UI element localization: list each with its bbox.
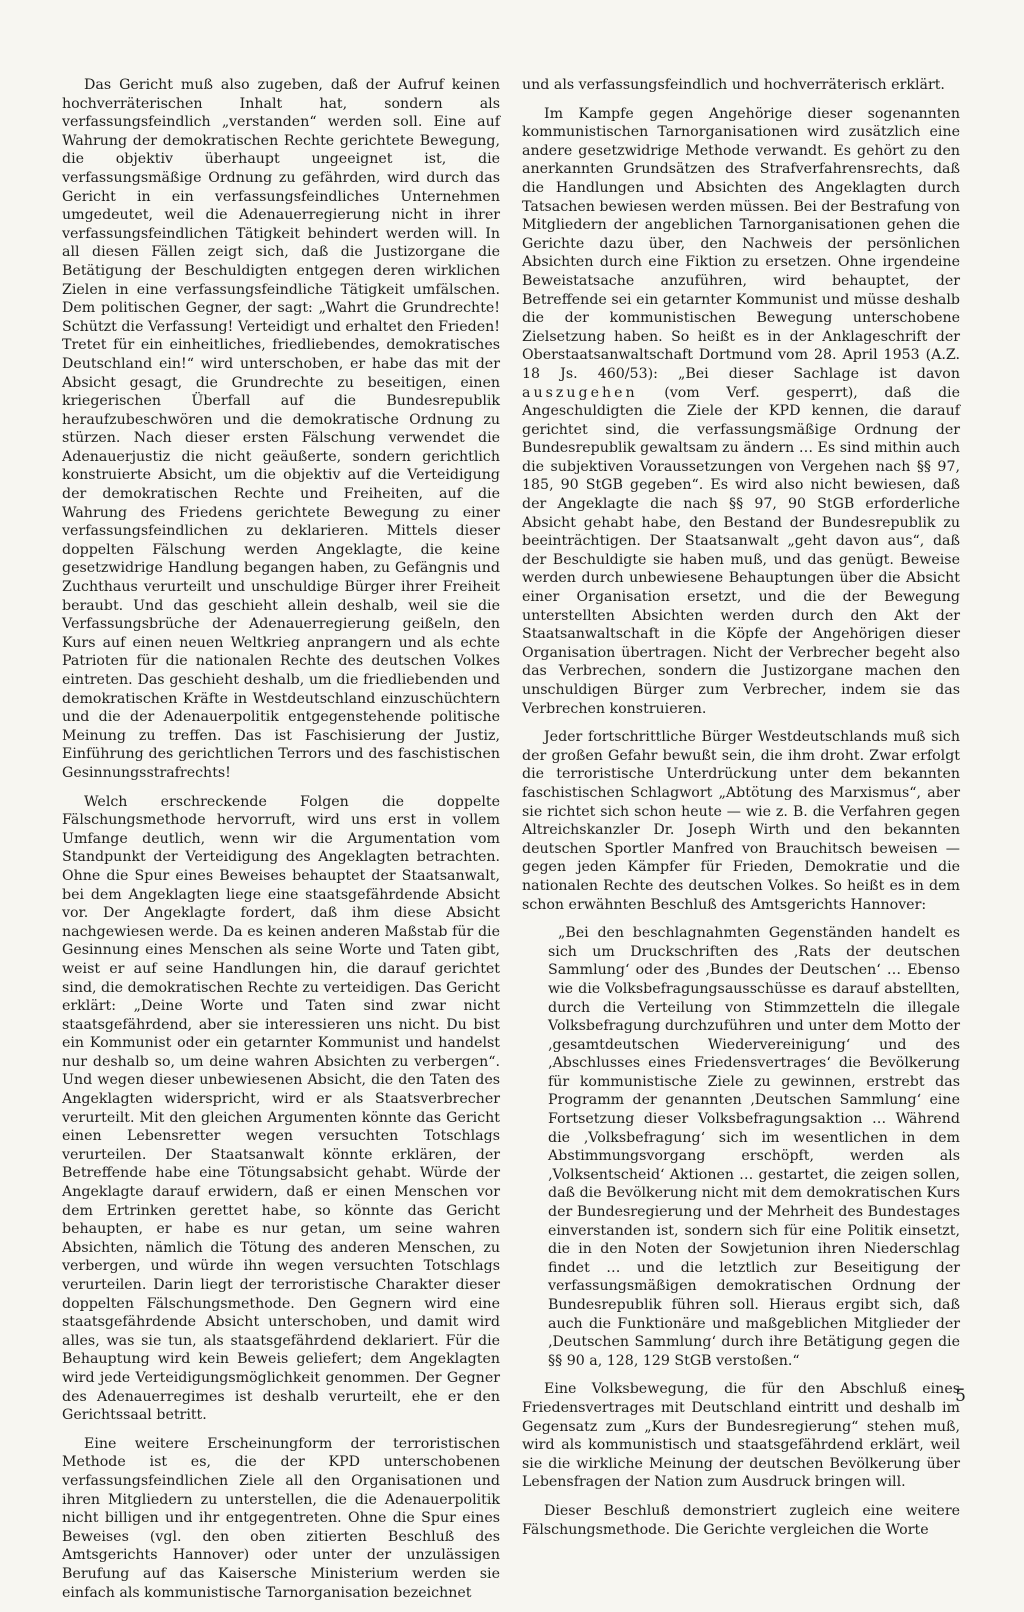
paragraph-right-2-part-a: Im Kampfe gegen Angehörige dieser sogenannten kommunistischen Tarnorganisationen wird zusätzlich eine andere gesetzwidrige Methode verwandt. Es gehört zu den anerkannten Grundsätzen des Strafverfahrensrechts, daß die Handlungen und Absichten des Angeklagten durch Tatsachen bewiesen werden müssen. Bei der Bestrafung von Mitgliedern der angeblichen Tarnorganisationen gehen die Gerichte dazu über, den Nachweis der persönlichen Absichten durch eine Fiktion zu ersetzen. Ohne irgendeine Beweistatsache anzuführen, wird behauptet, der Betreffende sei ein getarnter Kommunist und müsse deshalb die der kommunistischen Bewegung unterschobene Zielsetzung haben. So heißt es in der Anklageschrift der Oberstaatsanwaltschaft Dortmund vom 28. April 1953 (A.Z. 18 Js. 460/53): „Bei dieser Sachlage ist davon	[522, 105, 960, 382]
paragraph-left-3: Eine weitere Erscheinungform der terroristischen Methode ist es, die der KPD unterschobenen verfassungsfeindlichen Ziele all den Organisationen und ihren Mitgliedern zu unterstellen, die die Adenauerpolitik nicht billigen und ihr entgegentreten. Ohne die Spur eines Beweises (vgl. den oben zitierten Beschluß des Amtsgerichts Hannover) oder unter der unzulässigen Berufung auf das Kaisersche Ministerium werden sie einfach als kommunistische Tarnorganisation bezeichnet	[62, 1435, 500, 1601]
right-text-column	[522, 76, 960, 1549]
paragraph-right-1: und als verfassungsfeindlich und hochverräterisch erklärt.	[522, 77, 945, 93]
paragraph-left-2: Welch erschreckende Folgen die doppelte Fälschungsmethode hervorruft, wird uns erst in vollem Umfange deutlich, wenn wir die Argumentation vom Standpunkt der Verteidigung des Angeklagten betrachten. Ohne die Spur eines Beweises behauptet der Staatsanwalt, bei dem Angeklagten liege eine staatsgefährdende Absicht vor. Der Angeklagte fordert, daß ihm diese Absicht nachgewiesen werde. Da es keinen anderen Maßstab für die Gesinnung eines Menschen als seine Worte und Taten gibt, weist er auf seine Handlungen hin, die darauf gerichtet sind, die demokratischen Rechte zu verteidigen. Das Gericht erklärt: „Deine Worte und Taten sind zwar nicht staatsgefährdend, aber sie interessieren uns nicht. Du bist ein Kommunist oder ein getarnter Kommunist und handelst nur deshalb so, um deine wahren Absichten zu verbergen“. Und wegen dieser unbewiesenen Absicht, die den Taten des Angeklagten widerspricht, wird er als Staatsverbrecher verurteilt. Mit den gleichen Argumenten könnte das Gericht einen Lebensretter wegen versuchten Totschlags verurteilen. Der Staatsanwalt könnte erklären, der Betreffende habe eine Tötungsabsicht gehabt. Würde der Angeklagte darauf erwidern, daß er einen Menschen vor dem Ertrinken gerettet habe, so könnte das Gericht behaupten, er habe es nur getan, um seine wahren Absichten, nämlich die Tötung des anderen Menschen, zu verbergen, und würde ihn wegen versuchten Totschlags verurteilen. Darin liegt der terroristische Charakter dieser doppelten Fälschungsmethode. Den Gegnern wird eine staatsgefährdende Absicht unterschoben, und damit wird alles, was sie tun, als staatsgefährdend deklariert. Für die Behauptung wird kein Beweis geliefert; dem Angeklagten wird jede Verteidigungsmöglichkeit genommen. Der Gegner des Adenauerregimes ist deshalb verurteilt, ehe er den Gerichtssaal betritt.	[62, 793, 500, 1424]
paragraph-right-4: Eine Volksbewegung, die für den Abschluß eines Friedensvertrages mit Deutschland eintritt und deshalb im Gegensatz zum „Kurs der Bundesregierung“ stehen muß, wird als kommunistisch und staatsgefährdend erklärt, weil sie die wirkliche Meinung der deutschen Bevölkerung über Lebensfragen der Nation zum Ausdruck bringen will.	[522, 1381, 960, 1491]
paragraph-right-5: Dieser Beschluß demonstriert zugleich eine weitere Fälschungsmethode. Die Gerichte vergleichen die Worte	[522, 1502, 960, 1538]
page-number: 5	[955, 1386, 966, 1406]
block-quote: „Bei den beschlagnahmten Gegenständen handelt es sich um Druckschriften des ‚Rats der deutschen Sammlung‘ oder des ‚Bundes der Deutschen‘ … Ebenso wie die Volksbefragungsausschüsse es darauf abstellten, durch die Verteilung von Stimmzetteln die illegale Volksbefragung durchzuführen und unter dem Motto der ‚gesamtdeutschen Wiedervereinigung‘ und des ‚Abschlusses eines Friedensvertrages‘ die Bevölkerung für kommunistische Ziele zu gewinnen, erstrebt das Programm der genannten ‚Deutschen Sammlung‘ eine Fortsetzung dieser Volksbefragungsaktion … Während die ‚Volksbefragung‘ sich im wesentlichen in dem Abstimmungsvorgang erschöpft, werden als ‚Volksentscheid‘ Aktionen … gestartet, die zeigen sollen, daß die Bevölkerung nicht mit dem demokratischen Kurs der Bundesregierung und der Mehrheit des Bundestages einverstanden ist, sondern sich für eine Politik einsetzt, die in den Noten der Sowjetunion ihren Niederschlag findet … und die letztlich zur Beseitigung der verfassungsmäßigen demokratischen Ordnung der Bundesrepublik führen soll. Hieraus ergibt sich, daß auch die Funktionäre und maßgeblichen Mitglieder der ‚Deutschen Sammlung‘ durch ihre Betätigung gegen die §§ 90 a, 128, 129 StGB verstoßen.“	[548, 925, 960, 1369]
paragraph-right-2-part-b: (vom Verf. gesperrt), daß die Angeschuldigten die Ziele der KPD kennen, die darauf gerichtet sind, die verfassungsmäßige Ordnung der Bundesrepublik gewaltsam zu ändern … Es sind mithin auch die subjektiven Voraussetzungen von Vergehen nach §§ 97, 185, 90 StGB gegeben“. Es wird also nicht bewiesen, daß der Angeklagte die nach §§ 97, 90 StGB erforderliche Absicht gehabt habe, den Bestand der Bundesrepublik zu beeinträchtigen. Der Staatsanwalt „geht davon aus“, daß der Beschuldigte sie haben muß, und das genügt. Beweise werden durch unbewiesene Behauptungen über die Absicht einer Organisation ersetzt, und die der Bewegung unterstellten Absichten werden durch den Akt der Staatsanwaltschaft in die Köpfe der Angehörigen dieser Organisation übertragen. Nicht der Verbrecher begeht also das Verbrechen, sondern die Justizorgane machen den unschuldigen Bürger zum Verbrecher, indem sie das Verbrechen konstruieren.	[522, 384, 960, 717]
left-text-column	[62, 76, 500, 1612]
spaced-emphasis-word: auszugehen	[522, 384, 638, 401]
paragraph-left-1: Das Gericht muß also zugeben, daß der Aufruf keinen hochverräterischen Inhalt hat, sondern als verfassungsfeindlich „verstanden“ werden soll. Eine auf Wahrung der demokratischen Rechte gerichtete Bewegung, die objektiv überhaupt ungeeignet ist, die verfassungsmäßige Ordnung zu gefährden, wird durch das Gericht in ein verfassungsfeindliches Unternehmen umgedeutet, weil die Adenauerregierung nicht in ihrer verfassungsfeindlichen Tätigkeit behindert werden will. In all diesen Fällen zeigt sich, daß die Justizorgane die Betätigung der Beschuldigten entgegen deren wirklichen Zielen in eine verfassungsfeindliche Tätigkeit umfälschen. Dem politischen Gegner, der sagt: „Wahrt die Grundrechte! Schützt die Verfassung! Verteidigt und erhaltet den Frieden! Tretet für ein einheitliches, friedliebendes, demokratisches Deutschland ein!“ wird unterschoben, er habe das mit der Absicht gesagt, die Grundrechte zu beseitigen, einen kriegerischen Überfall auf die Bundesrepublik heraufzubeschwören und die demokratische Ordnung zu stürzen. Nach dieser ersten Fälschung verwendet die Adenauerjustiz die nicht geäußerte, sondern gerichtlich konstruierte Absicht, um die objektiv auf die Verteidigung der demokratischen Rechte und Freiheiten, auf die Wahrung des Friedens gerichtete Bewegung zu einer verfassungsfeindlichen zu deklarieren. Mittels dieser doppelten Fälschung werden Angeklagte, die keine gesetzwidrige Handlung begangen haben, zu Gefängnis und Zuchthaus verurteilt und unschuldige Bürger ihrer Freiheit beraubt. Und das geschieht allein deshalb, weil sie die Verfassungsbrüche der Adenauerregierung geißeln, den Kurs auf einen neuen Weltkrieg anprangern und als echte Patrioten für die nationalen Rechte des deutschen Volkes eintreten. Das geschieht deshalb, um die friedliebenden und demokratischen Kräfte in Westdeutschland einzuschüchtern und die der Adenauerpolitik entgegenstehende politische Meinung zu treffen. Das ist Faschisierung der Justiz, Einführung des gerichtlichen Terrors und des faschistischen Gesinnungsstrafrechts!	[62, 77, 500, 781]
paragraph-right-2	[522, 105, 960, 719]
paragraph-right-3: Jeder fortschrittliche Bürger Westdeutschlands muß sich der großen Gefahr bewußt sein, die ihm droht. Zwar erfolgt die terroristische Unterdrückung unter dem bekannten faschistischen Schlagwort „Abtötung des Marxismus“, aber sie richtet sich schon heute — wie z. B. die Verfahren gegen Altreichskanzler Dr. Joseph Wirth und den bekannten deutschen Sportler Manfred von Brauchitsch beweisen — gegen jeden Kämpfer für Frieden, Demokratie und die nationalen Rechte des deutschen Volkes. So heißt es in dem schon erwähnten Beschluß des Amtsgerichts Hannover:	[522, 729, 960, 913]
